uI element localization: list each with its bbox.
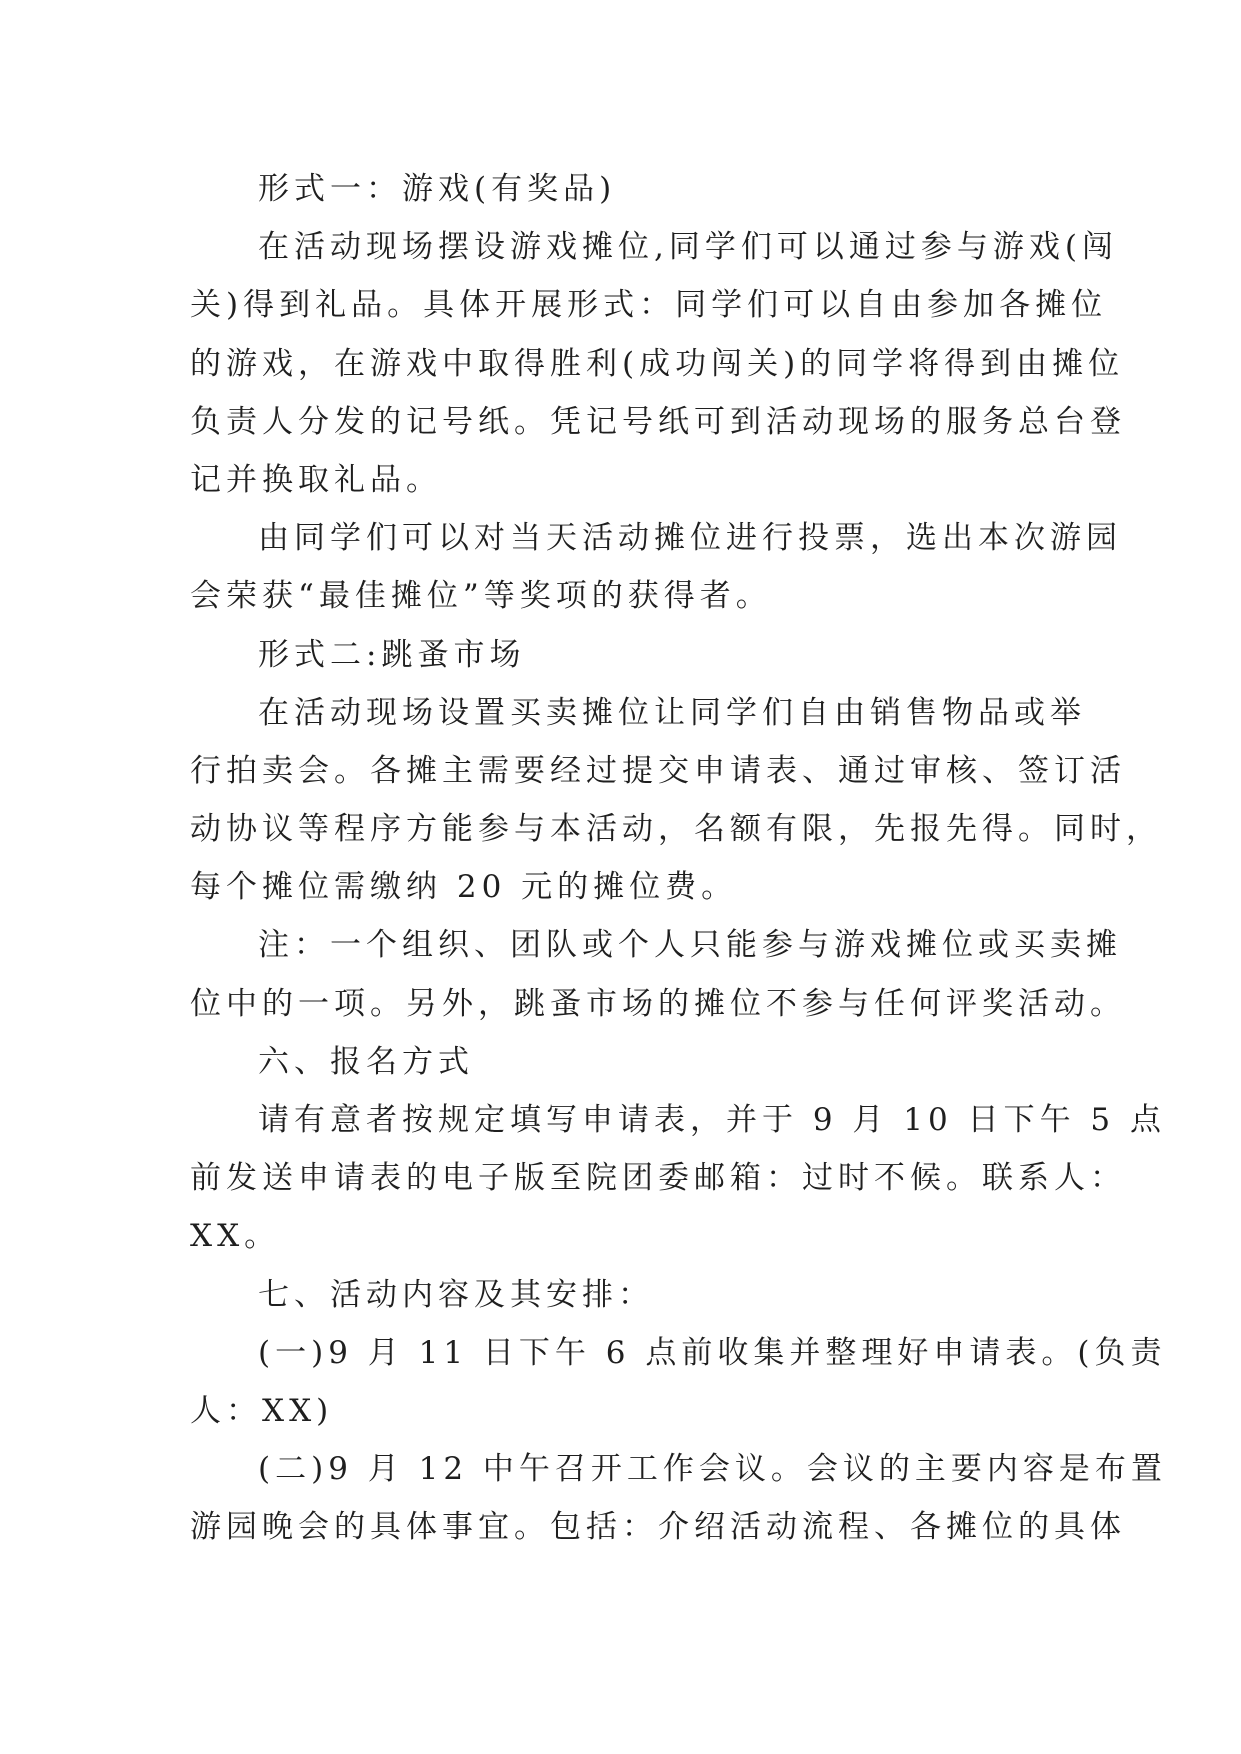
section-heading: 七、活动内容及其安排：: [258, 1276, 654, 1313]
paragraph-line: 游园晚会的具体事宜。包括：介绍活动流程、各摊位的具体: [190, 1509, 1126, 1546]
paragraph-line: 前发送申请表的电子版至院团委邮箱：过时不候。联系人：: [190, 1160, 1126, 1197]
section-heading: 六、报名方式: [258, 1043, 474, 1080]
paragraph-line: (二)9 月 12 中午召开工作会议。会议的主要内容是布置: [258, 1451, 1167, 1488]
paragraph-line: XX。: [190, 1218, 281, 1255]
paragraph-line: 负责人分发的记号纸。凭记号纸可到活动现场的服务总台登: [190, 403, 1126, 440]
paragraph-line: 动协议等程序方能参与本活动，名额有限，先报先得。同时，: [190, 811, 1162, 848]
paragraph-line: 请有意者按规定填写申请表，并于 9 月 10 日下午 5 点: [258, 1102, 1167, 1138]
paragraph-line: 由同学们可以对当天活动摊位进行投票，选出本次游园: [258, 520, 1122, 557]
paragraph-line: 在活动现场摆设游戏摊位,同学们可以通过参与游戏(闯: [258, 229, 1118, 266]
paragraph-line: 关)得到礼品。具体开展形式：同学们可以自由参加各摊位: [190, 287, 1108, 324]
paragraph-line: 的游戏，在游戏中取得胜利(成功闯关)的同学将得到由摊位: [190, 345, 1125, 382]
paragraph-line: 行拍卖会。各摊主需要经过提交申请表、通过审核、签订活: [190, 752, 1126, 789]
paragraph-line: 人：XX): [190, 1392, 334, 1429]
paragraph-line: 位中的一项。另外，跳蚤市场的摊位不参与任何评奖活动。: [190, 985, 1126, 1022]
body-text: [190, 160, 1167, 1557]
paragraph-line: 形式一：游戏(有奖品): [258, 171, 617, 207]
paragraph-line: 记并换取礼品。: [190, 461, 442, 498]
paragraph-line: 会荣获“最佳摊位”等奖项的获得者。: [190, 578, 772, 615]
paragraph-line: 在活动现场设置买卖摊位让同学们自由销售物品或举: [258, 694, 1086, 731]
paragraph-line: 注：一个组织、团队或个人只能参与游戏摊位或买卖摊: [258, 927, 1122, 964]
paragraph-line: (一)9 月 11 日下午 6 点前收集并整理好申请表。(负责: [258, 1334, 1167, 1371]
paragraph-line: 每个摊位需缴纳 20 元的摊位费。: [190, 869, 738, 906]
paragraph-line: 形式二:跳蚤市场: [258, 636, 526, 673]
